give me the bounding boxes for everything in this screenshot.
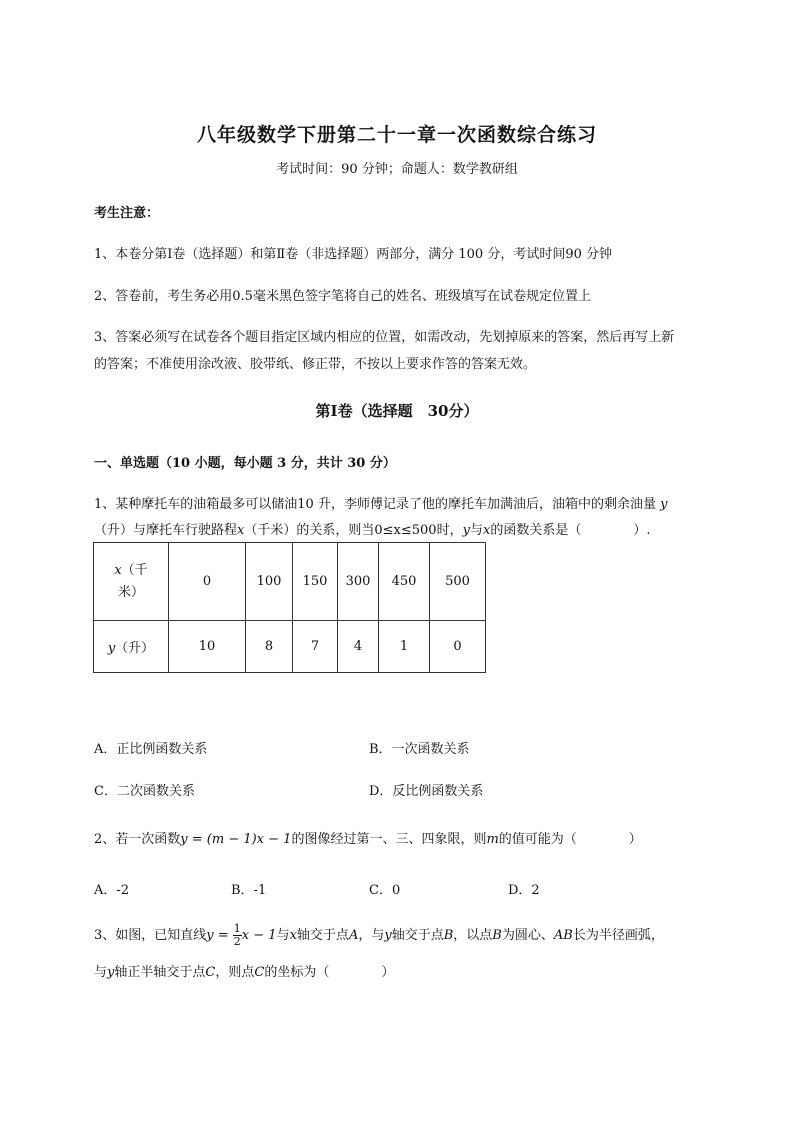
question-3-line-1: 3、如图，已知直线y = $\frac{1}{2}$ x − 1与x轴交于点A，与y轴交于点B，以点B为圆心、AB长为半径画弧， [94, 922, 664, 948]
notice-item-3-cont: 的答案；不准使用涂改液、胶带纸、修正带，不按以上要求作答的答案无效。 [94, 357, 537, 372]
page-title: 八年级数学下册第二十一章一次函数综合练习 [196, 124, 597, 146]
table-cell: 450 [379, 543, 430, 621]
table-row-fuel [94, 621, 486, 673]
section-title: 第Ⅰ卷（选择题 30分） [315, 402, 479, 420]
row-header-fuel: y（升） [94, 621, 169, 673]
table-cell: 300 [338, 543, 379, 621]
part-heading: 一、单选题（10 小题，每小题 3 分，共计 30 分） [94, 456, 396, 471]
q2-option-b: B．-1 [231, 883, 267, 898]
fuel-distance-table [93, 542, 486, 673]
table-cell: 1 [379, 621, 430, 673]
q2-option-a: A．-2 [94, 883, 130, 898]
question-2: 2、若一次函数y = (m − 1)x − 1的图像经过第一、三、四象限，则m的值可能为（ ） [94, 832, 642, 847]
q1-option-b: B．一次函数关系 [369, 742, 470, 757]
q1-option-c: C．二次函数关系 [94, 784, 195, 799]
question-1-line-1: 1、某种摩托车的油箱最多可以储油10 升，李师傅记录了他的摩托车加满油后，油箱中的剩余油量 y [94, 497, 668, 512]
table-cell: 0 [430, 621, 486, 673]
q1-option-d: D．反比例函数关系 [369, 784, 484, 799]
notice-item-2: 2、答卷前，考生务必用0.5毫米黑色签字笔将自己的姓名、班级填写在试卷规定位置上 [94, 289, 591, 304]
q2-option-c: C．0 [369, 883, 401, 898]
q2-formula: y = (m − 1)x − 1 [180, 832, 292, 847]
row-header-distance: x（千 米） [94, 543, 169, 621]
notice-heading: 考生注意： [94, 206, 160, 221]
table-cell: 7 [293, 621, 338, 673]
question-1-line-2: （升）与摩托车行驶路程x（千米）的关系，则当0≤x≤500时，y与x的函数关系是（ ）. [94, 523, 651, 538]
exam-subtitle: 考试时间：90 分钟；命题人：数学教研组 [276, 162, 518, 177]
question-3-line-2: 与y轴正半轴交于点C，则点C的坐标为（ ） [94, 965, 395, 980]
table-cell: 10 [169, 621, 246, 673]
table-cell: 100 [246, 543, 293, 621]
q2-option-d: D．2 [508, 883, 540, 898]
notice-item-3: 3、答案必须写在试卷各个题目指定区域内相应的位置，如需改动，先划掉原来的答案，然后再写上新 [94, 330, 675, 345]
table-cell: 150 [293, 543, 338, 621]
table-cell: 0 [169, 543, 246, 621]
table-cell: 4 [338, 621, 379, 673]
table-cell: 500 [430, 543, 486, 621]
notice-item-1: 1、本卷分第Ⅰ卷（选择题）和第Ⅱ卷（非选择题）两部分，满分 100 分，考试时间90 分钟 [94, 247, 612, 262]
table-cell: 8 [246, 621, 293, 673]
table-row-distance [94, 543, 486, 621]
fraction-one-half: $\frac{1}{2}$ [233, 922, 241, 948]
q1-option-a: A．正比例函数关系 [94, 742, 208, 757]
